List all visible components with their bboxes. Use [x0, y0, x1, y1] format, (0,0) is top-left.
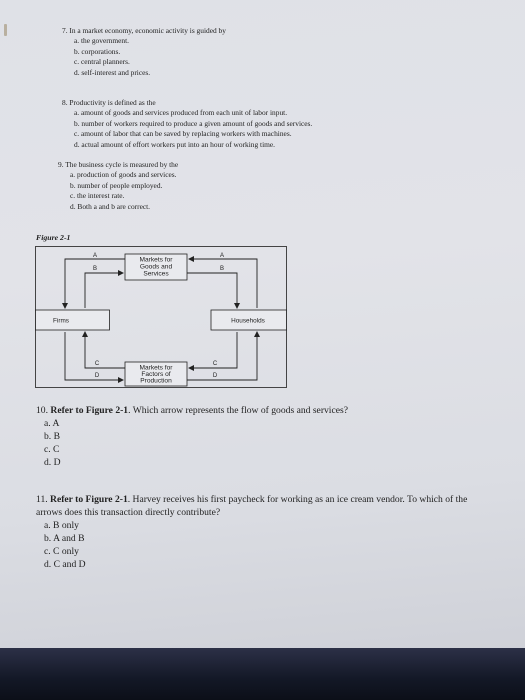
label-a-left: A [92, 253, 98, 259]
question-10-option-a: a. A [44, 418, 60, 429]
label-a-right: A [219, 253, 225, 259]
question-7-option-b: b. corporations. [74, 46, 121, 56]
arrow-b-right [187, 273, 237, 308]
figure-title: Figure 2-1 [36, 233, 71, 242]
question-10-option-b: b. B [44, 431, 60, 442]
goods-market-line-3: Services [143, 270, 169, 278]
question-11-figure-ref: Refer to Figure 2-1 [50, 494, 128, 505]
label-c-left: C [94, 361, 100, 367]
question-7-option-d: d. self-interest and prices. [74, 67, 151, 77]
question-10-number: 10. [36, 405, 48, 416]
question-9-stem: 9. The business cycle is measured by the [58, 160, 179, 169]
question-9-option-b: b. number of people employed. [70, 180, 163, 190]
label-d-right: D [212, 373, 218, 379]
question-9 [58, 160, 178, 212]
factor-market-line-1: Markets for [139, 364, 173, 372]
question-8-option-c: c. amount of labor that can be saved by replacing workers with machines. [74, 129, 292, 139]
question-10 [36, 404, 348, 469]
question-9-option-c: c. the interest rate. [70, 191, 125, 201]
question-11-option-b: b. A and B [44, 533, 85, 544]
question-11-stem [36, 493, 476, 519]
question-8-stem: 8. Productivity is defined as the [62, 98, 156, 107]
question-11-option-c: c. C only [44, 546, 79, 557]
question-10-option-d: d. D [44, 457, 61, 468]
arrow-d-right [187, 332, 257, 380]
circular-flow-diagram [35, 246, 287, 388]
question-7-stem: 7. In a market economy, economic activity is guided by [62, 26, 226, 35]
question-7-option-a: a. the government. [74, 36, 130, 46]
goods-market-line-1: Markets for [139, 256, 173, 264]
question-7-option-c: c. central planners. [74, 57, 130, 67]
firms-label: Firms [53, 317, 69, 325]
arrow-c-left [85, 332, 125, 368]
question-11-stem-text: . Harvey receives his first paycheck for working as an ice cream vendor. To which of the arrows does this transaction directly contribute? [36, 494, 468, 518]
question-11-number: 11. [36, 494, 48, 505]
firms-box [36, 310, 110, 330]
question-8-option-d: d. actual amount of effort workers put into an hour of working time. [74, 139, 276, 149]
label-b-left: B [92, 266, 98, 272]
factor-market-line-3: Production [140, 377, 172, 385]
question-11-option-a: a. B only [44, 520, 79, 531]
question-9-option-d: d. Both a and b are correct. [70, 201, 151, 211]
question-8 [62, 98, 312, 150]
question-11 [36, 493, 476, 571]
question-8-option-a: a. amount of goods and services produced from each unit of labor input. [74, 108, 288, 118]
question-8-option-b: b. number of workers required to produce a given amount of goods and services. [74, 118, 313, 128]
label-c-right: C [212, 361, 218, 367]
desk-background [0, 648, 525, 700]
label-d-left: D [94, 373, 100, 379]
label-b-right: B [219, 266, 225, 272]
question-10-stem-text: . Which arrow represents the flow of goods and services? [128, 405, 348, 416]
question-10-option-c: c. C [44, 444, 60, 455]
factor-market-line-2: Factors of [141, 371, 171, 378]
question-7 [62, 26, 226, 78]
question-10-figure-ref: Refer to Figure 2-1 [50, 405, 129, 416]
goods-market-line-2: Goods and [139, 263, 173, 271]
staple-mark [4, 24, 7, 36]
question-10-stem [36, 404, 348, 417]
question-11-option-d: d. C and D [44, 559, 86, 570]
question-9-option-a: a. production of goods and services. [70, 170, 177, 180]
households-label: Households [231, 317, 265, 325]
arrow-b-left [85, 273, 123, 308]
